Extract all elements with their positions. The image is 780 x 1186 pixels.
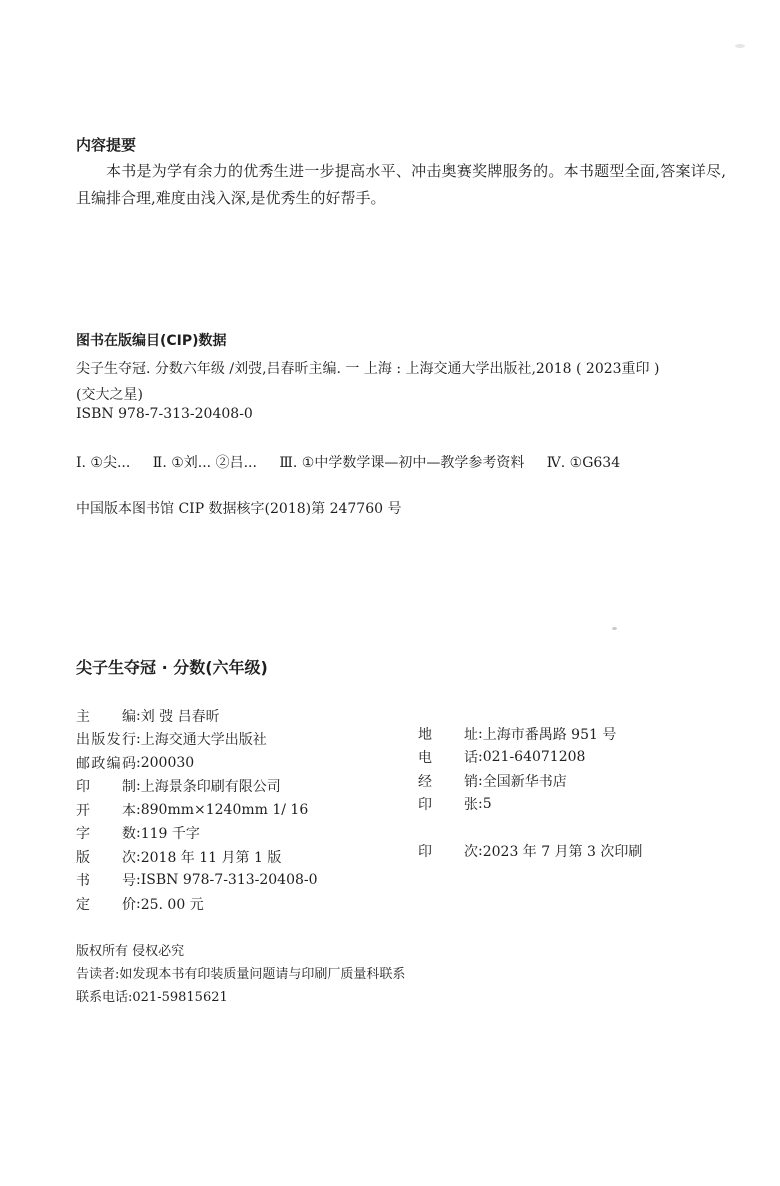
info-row-format: 开本 : 890mm×1240mm 1/ 16	[76, 801, 309, 819]
scan-speck	[735, 44, 745, 48]
rights-reserved: 版权所有 侵权必究	[76, 944, 185, 959]
info-row-distributor: 经销 : 全国新华书店	[418, 772, 567, 790]
info-row-phone: 电话 : 021-64071208	[418, 749, 586, 767]
cip-approval-number: 中国版本图书馆 CIP 数据核字(2018)第 247760 号	[76, 501, 402, 517]
info-row-isbn: 书号 : ISBN 978-7-313-20408-0	[76, 872, 318, 890]
info-row-printing: 印次 : 2023 年 7 月第 3 次印刷	[418, 843, 643, 861]
info-row-address: 地址 : 上海市番禺路 951 号	[418, 725, 617, 743]
info-row-sheets: 印张 : 5	[418, 796, 492, 814]
rights-phone: 联系电话:021-59815621	[76, 990, 228, 1005]
cip-classification	[76, 452, 638, 472]
cip-class-4: Ⅳ. ①G634	[546, 455, 621, 471]
cip-class-3: Ⅲ. ①中学数学课—初中—教学参考资料	[279, 455, 525, 471]
rights-notice: 告读者:如发现本书有印装质量问题请与印刷厂质量科联系	[76, 967, 406, 982]
info-row-postcode: 邮政编码 : 200030	[76, 754, 195, 772]
cip-class-1: Ⅰ. ①尖...	[76, 455, 131, 471]
info-row-printer: 印制 : 上海景条印刷有限公司	[76, 778, 281, 796]
info-row-price: 定价 : 25. 00 元	[76, 895, 204, 913]
book-info-left	[76, 704, 396, 916]
info-row-edition: 版次 : 2018 年 11 月第 1 版	[76, 848, 282, 866]
summary-title: 内容提要	[76, 136, 137, 154]
scan-speck	[612, 627, 617, 630]
cip-line-2: (交大之星)	[76, 387, 143, 403]
cip-class-2: Ⅱ. ①刘... ②吕...	[152, 455, 257, 471]
info-row-editor: 主编 : 刘 弢 吕春昕	[76, 707, 220, 725]
rights-block	[76, 940, 405, 1009]
info-row-wordcount: 字数 : 119 千字	[76, 825, 200, 843]
summary-body: 本书是为学有余力的优秀生进一步提高水平、冲击奥赛奖牌服务的。本书题型全面,答案详尽,且编排合理,难度由浅入深,是优秀生的好帮手。	[76, 162, 726, 207]
cip-title: 图书在版编目(CIP)数据	[76, 333, 227, 349]
book-title: 尖子生夺冠 · 分数(六年级)	[76, 658, 268, 677]
info-row-publisher: 出版发行 : 上海交通大学出版社	[76, 731, 267, 749]
cip-line-3: ISBN 978-7-313-20408-0	[76, 406, 253, 422]
cip-line-1: 尖子生夺冠. 分数六年级 /刘弢,吕春昕主编. 一 上海 : 上海交通大学出版社,2018 ( 2023重印 )	[76, 361, 660, 377]
book-info-right	[418, 722, 738, 863]
